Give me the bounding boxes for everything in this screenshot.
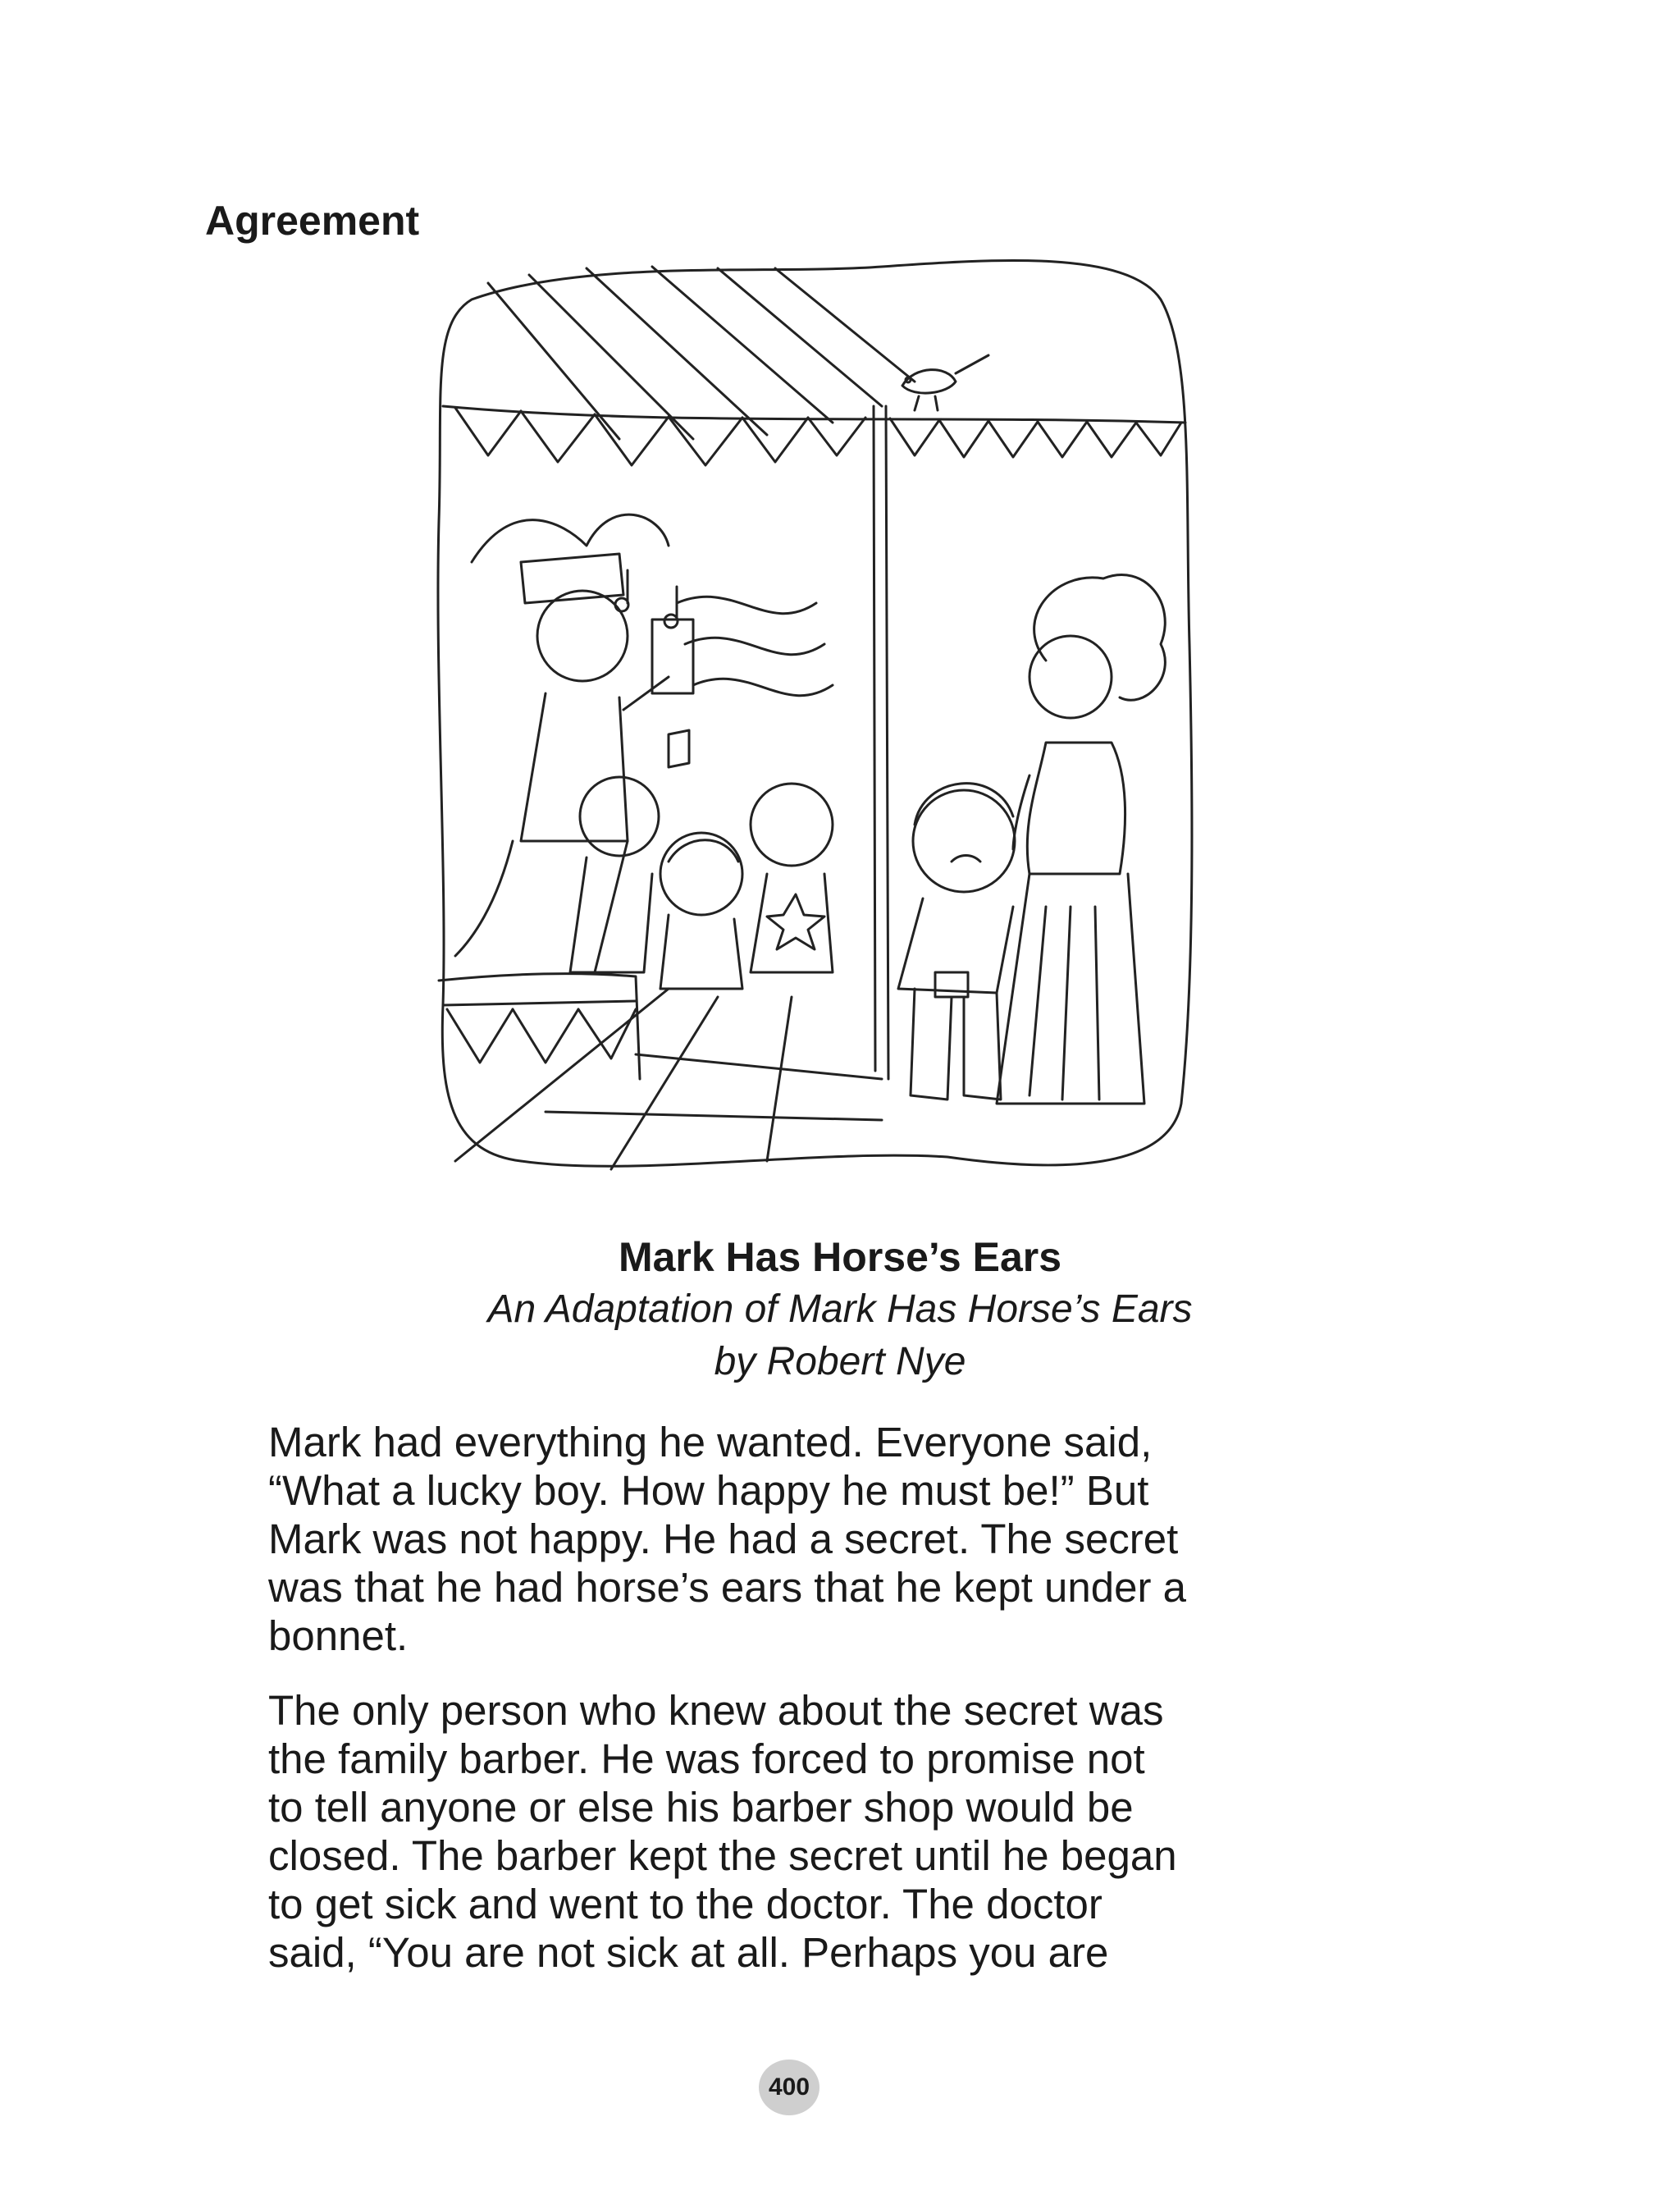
bird-icon — [902, 355, 988, 410]
floor-lines-icon — [455, 989, 882, 1169]
sad-boy-figure — [898, 784, 1015, 1100]
story-illustration — [422, 250, 1210, 1202]
section-heading: Agreement — [205, 198, 420, 244]
page-number-badge: 400 — [759, 2060, 819, 2115]
story-paragraph: The only person who knew about the secret was the family barber. He was forced to promise not to tell anyone or else his barber shop would be closed. The barber kept the secret until he began to get sick and went to the doctor. The doctor said, “You are not sick at all. Perhaps you are — [268, 1687, 1177, 1976]
story-title: Mark Has Horse’s Ears — [618, 1234, 1062, 1280]
story-header — [0, 1231, 1680, 1388]
illustration-frame — [438, 260, 1192, 1166]
children-group — [570, 777, 833, 989]
story-subtitle: An Adaptation of Mark Has Horse’s Ears — [487, 1287, 1193, 1331]
story-byline: by Robert Nye — [714, 1340, 966, 1383]
jester-figure — [455, 514, 693, 972]
story-body — [268, 1418, 1433, 2003]
story-paragraph: Mark had everything he wanted. Everyone said, “What a lucky boy. How happy he must be!” But Mark was not happy. He had a secret. The secret was that he had horse’s ears that he kept under a bonnet. — [268, 1419, 1186, 1659]
bunting-right-icon — [890, 418, 1181, 457]
stage-bunting-icon — [447, 1009, 636, 1063]
woman-figure — [997, 574, 1165, 1104]
